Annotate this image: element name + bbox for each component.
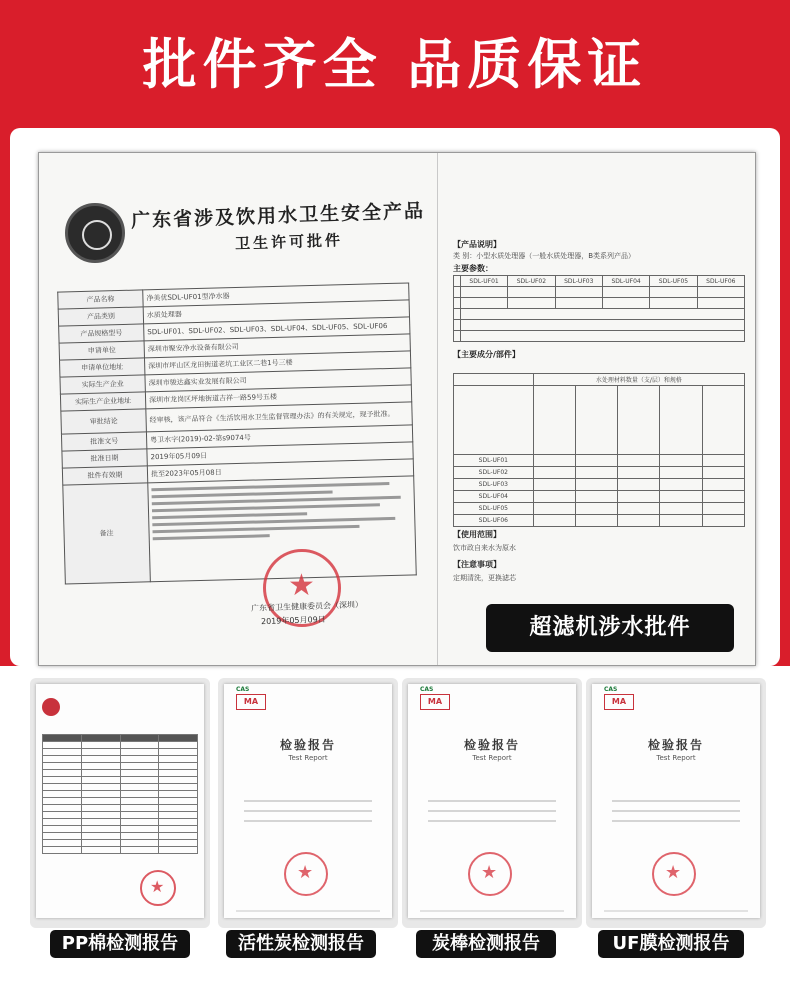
row-label: 产品规格型号: [59, 324, 144, 343]
permit-title: 广东省涉及饮用水卫生安全产品: [130, 199, 426, 233]
report-fields: [244, 800, 372, 830]
cma-mark-icon: MA: [420, 694, 450, 710]
note-label: 备注: [63, 483, 151, 584]
model-cell: SDL-UF04: [454, 491, 534, 503]
model-cell: SDL-UF04: [602, 276, 649, 287]
report-subtitle: Test Report: [472, 754, 512, 762]
model-cell: SDL-UF02: [454, 467, 534, 479]
section-usage: 【使用范围】: [453, 530, 501, 539]
model-cell: SDL-UF01: [454, 455, 534, 467]
report-title: 检验报告: [647, 738, 704, 752]
cnas-logo-icon: CAS: [420, 686, 434, 693]
report-subtitle: Test Report: [288, 754, 328, 762]
report-title: 检验报告: [279, 738, 336, 752]
model-cell: SDL-UF03: [555, 276, 602, 287]
document-fold: [437, 153, 438, 665]
row-label: 审批结论: [61, 409, 147, 434]
row-label: 批准文号: [61, 432, 146, 451]
params-table: [453, 275, 745, 342]
row-value: 深圳市骏达鑫实业发展有限公司: [145, 368, 411, 392]
report-seal: [652, 852, 696, 896]
section-product-desc: 【产品说明】: [453, 240, 501, 249]
row-value: 批至2023年05月08日: [147, 459, 413, 483]
permit-subtitle: 卫生许可批件: [234, 231, 344, 253]
permit-caption: 超滤机涉水批件: [486, 604, 734, 652]
cnas-logo-icon: CAS: [236, 686, 250, 693]
row-value: 深圳市聚安净水设备有限公司: [144, 334, 410, 358]
permit-table: [57, 282, 417, 584]
issue-date: 2019年05月09日: [260, 614, 326, 627]
report-subtitle: Test Report: [656, 754, 696, 762]
issuer: 广东省卫生健康委员会（深圳）: [250, 600, 364, 613]
report-paper-rod: [408, 684, 576, 918]
row-label: 产品类别: [58, 307, 143, 326]
report-title: 检验报告: [463, 738, 520, 752]
cma-mark-icon: MA: [604, 694, 634, 710]
row-label: 实际生产企业: [60, 375, 145, 394]
report-fields: [612, 800, 740, 830]
lab-logo-icon: [42, 698, 60, 716]
model-cell: SDL-UF05: [454, 503, 534, 515]
row-value: 2019年05月09日: [147, 442, 413, 466]
report-seal: [140, 870, 176, 906]
report-label-rod: 炭棒检测报告: [416, 930, 556, 958]
report-seal: [284, 852, 328, 896]
caution-text: 定期清洗，更换滤芯: [453, 574, 516, 582]
report-label-pp: PP棉检测报告: [50, 930, 190, 958]
model-cell: SDL-UF02: [508, 276, 555, 287]
report-fields: [428, 800, 556, 830]
report-paper-pp: [36, 684, 204, 918]
section-materials: 【主要成分/部件】: [453, 350, 520, 359]
row-label: 申请单位地址: [60, 358, 145, 377]
model-cell: SDL-UF01: [460, 276, 507, 287]
row-value: 粤卫水字(2019)-02-第s9074号: [146, 425, 412, 449]
report-paper-uf: [592, 684, 760, 918]
row-label: 实际生产企业地址: [60, 392, 145, 411]
cnas-logo-icon: CAS: [604, 686, 618, 693]
row-label: 批件有效期: [62, 466, 147, 485]
pp-data-table: [42, 734, 198, 854]
report-seal: [468, 852, 512, 896]
row-value: SDL-UF01、SDL-UF02、SDL-UF03、SDL-UF04、SDL-UF05、SDL-UF06: [144, 317, 410, 341]
model-cell: SDL-UF06: [697, 276, 744, 287]
section-params: 主要参数：: [453, 264, 493, 273]
row-value: 经审核，该产品符合《生活饮用水卫生监督管理办法》的有关规定，现予批准。: [146, 402, 413, 432]
row-value: 深圳市坪山区龙田街道老坑工业区二巷1号三楼: [144, 351, 410, 375]
cma-mark-icon: MA: [236, 694, 266, 710]
health-emblem-icon: [65, 203, 125, 263]
row-label: 产品名称: [58, 290, 143, 309]
section-caution: 【注意事项】: [453, 560, 501, 569]
materials-header: 水处理材料数量（支/层）和规格: [533, 374, 744, 386]
row-value: 水质处理器: [143, 300, 409, 324]
param-head: [454, 276, 461, 287]
model-cell: SDL-UF05: [650, 276, 697, 287]
model-cell: SDL-UF06: [454, 515, 534, 527]
materials-table: [453, 373, 745, 527]
usage-text: 饮市政自来水为原水: [453, 544, 516, 552]
product-type-line: 类 别：小型水质处理器（一般水质处理器，B类系列产品）: [453, 252, 636, 260]
report-label-uf: UF膜检测报告: [598, 930, 744, 958]
permit-document: [38, 152, 756, 666]
model-cell: SDL-UF03: [454, 479, 534, 491]
report-paper-carbon: [224, 684, 392, 918]
row-label: 申请单位: [59, 341, 144, 360]
report-label-carbon: 活性炭检测报告: [226, 930, 376, 958]
row-label: 批准日期: [62, 449, 147, 468]
row-value: 深圳市龙岗区坪地街道吉祥一路59号五楼: [145, 385, 411, 409]
headline: 批件齐全 品质保证: [142, 33, 648, 96]
row-value: 净美优SDL-UF01型净水器: [143, 283, 409, 307]
